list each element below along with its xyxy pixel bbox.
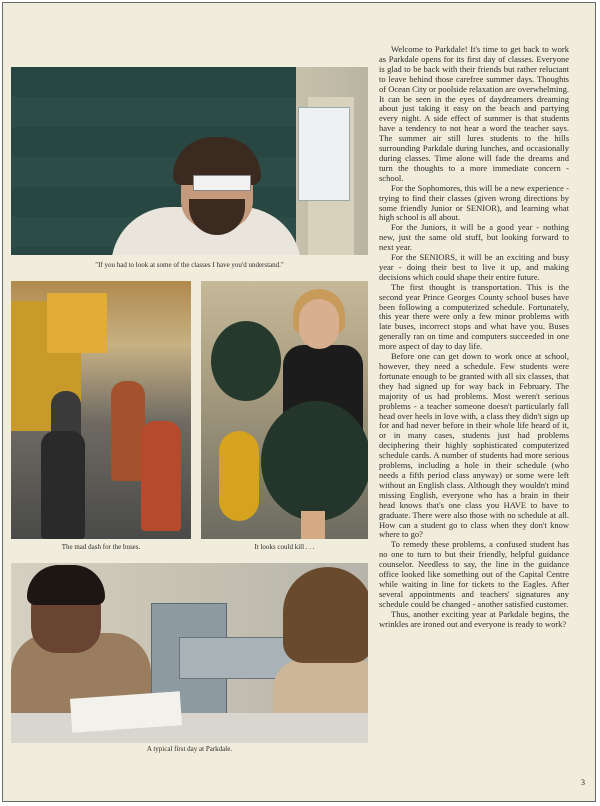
page-number: 3: [581, 778, 585, 787]
article-paragraph: To remedy these problems, a confused student has no one to turn to but their friendly, helpful guidance counselor. Needless to say, the line in the guidance office looked like something out of the Capital Centre while waiting in line for tickets to the Eagles. After several appointments and teachers' signatures any schedule could be changed - another satisfied customer.: [379, 539, 569, 609]
yearbook-page: [2, 2, 596, 802]
wall-calendar: [298, 107, 350, 201]
buses-photo-caption: The mad dash for the buses.: [61, 543, 141, 551]
article-paragraph: Welcome to Parkdale! It's time to get back to work as Parkdale opens for its first day of classes. Everyone is glad to be back with their friends but rather reluctant to leave behind those carefree summer days. Thoughts of Ocean City or poolside relaxation are overwhelming. It can be seen in the eyes of daydreamers dreaming about just taking it easy on the beach and partying every night. A side effect of summer is that students have a tendency to not hear a word the teacher says. The summer air still lures students to the hills surrounding Parkdale during lunches, and occasionally during classes. Time alone will fade the dreams and turn the thoughts to a more immediate concern - school.: [379, 44, 569, 183]
cheerleader-photo: [201, 281, 368, 539]
article-body: [379, 45, 569, 629]
article-paragraph: For the SENIORS, it will be an exciting and busy year - doing their best to live it up, and making decisions which could shape their entire future.: [379, 252, 569, 282]
pom-pom: [261, 401, 368, 521]
cheerleader-photo-caption: It looks could kill . . .: [254, 543, 315, 551]
guidance-photo-caption: A typical first day at Parkdale.: [146, 745, 233, 753]
teacher-photo-caption: "If you had to look at some of the classes I have you'd understand.": [95, 261, 284, 269]
article-paragraph: For the Juniors, it will be a good year - nothing new, just the same old stuff, but looking forward to next year.: [379, 222, 569, 253]
buses-photo: [11, 281, 191, 539]
article-paragraph: The first thought is transportation. This is the second year Prince Georges County school buses have been following a computerized schedule. Fortunately, this year there were only a few minor problems with late buses, incorrect stops and what have you. Buses generally ran on time and computers succeeded in one more aspect of day to day life.: [379, 281, 569, 352]
desk: [11, 713, 368, 743]
article-paragraph: For the Sophomores, this will be a new experience - trying to find their classes (given wrong directions by some friendly Junior or SENIOR), and learning what high school is all about.: [379, 182, 569, 223]
novelty-glasses: [193, 175, 251, 191]
article-paragraph: Thus, another exciting year at Parkdale begins, the wrinkles are ironed out and everyone is ready to work?: [379, 608, 569, 629]
guidance-office-photo: [11, 563, 368, 743]
article-paragraph: Before one can get down to work once at school, however, they need a schedule. Few students were fortunate enough to be granted with all six classes, that they had signed up for way back in February. The majority of us had problems. Most weren't serious problems - a teacher someone doesn't particularly fall head over heels in love with, a class they didn't sign up for and had never before in their whole life heard of it, or in many cases, students just had problems deciphering their highly sophisticated computerized schedule cards. A number of students had more serious problems, including a hole in their schedule (who needs a fifth period class anyway) or some were left without an English class. Although they wouldn't mind missing English, everyone who has a brain in their head knows that's one class you HAVE to have to graduate. There were also those with no schedule at all. How can a student go to class when they don't know where to go?: [379, 351, 569, 540]
teacher-photo: [11, 67, 368, 255]
